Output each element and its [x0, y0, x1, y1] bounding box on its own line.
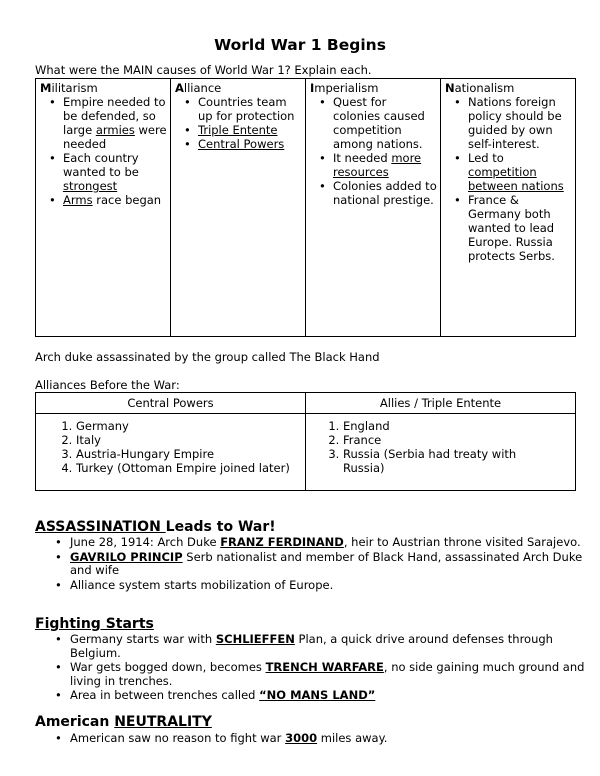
allies-header: Allies / Triple Entente: [306, 393, 576, 414]
archduke-line: Arch duke assassinated by the group called The Black Hand: [35, 350, 380, 364]
list-item: • It needed more resources: [333, 151, 437, 179]
central-powers-list: [36, 419, 305, 475]
allies-list-cell: [306, 414, 576, 491]
list-item: • GAVRILO PRINCIP Serb nationalist and member of Black Hand, assassinated Arch Duke and wife: [70, 551, 600, 578]
cause-heading: ationalism: [454, 81, 515, 95]
cause-heading: mperialism: [314, 81, 379, 95]
cause-heading: ilitarism: [51, 81, 98, 95]
list-item: 2. France: [343, 433, 545, 447]
list-item: • Triple Entente: [198, 123, 302, 137]
list-item: 3. Austria-Hungary Empire: [76, 447, 305, 461]
causes-question: What were the MAIN causes of World War 1? Explain each.: [35, 63, 372, 77]
cause-initial: M: [40, 81, 52, 95]
central-powers-list-cell: [36, 414, 306, 491]
list-item: • War gets bogged down, becomes TRENCH WARFARE, no side gaining much ground and living in trenches.: [70, 661, 600, 688]
fighting-list: [35, 633, 600, 704]
list-item: • Arms race began: [63, 193, 167, 207]
list-item: • Led to competition between nations: [468, 151, 572, 193]
alliances-heading: Alliances Before the War:: [35, 378, 180, 392]
list-item: • Colonies added to national prestige.: [333, 179, 437, 207]
list-item: • American saw no reason to fight war 3000 miles away.: [70, 732, 600, 746]
section-heading-neutrality: American NEUTRALITY: [35, 714, 212, 730]
cause-imperialism: [306, 79, 441, 337]
list-item: • Countries team up for protection: [198, 95, 302, 123]
cause-alliance: [171, 79, 306, 337]
page-title: World War 1 Begins: [214, 36, 386, 54]
assassination-list: [35, 536, 600, 593]
list-item: 1. Germany: [76, 419, 305, 433]
list-item: • Nations foreign policy should be guided by own self-interest.: [468, 95, 572, 151]
list-item: • Germany starts war with SCHLIEFFEN Plan, a quick drive around defenses through Belgium.: [70, 633, 600, 660]
allies-list: [306, 419, 575, 475]
cause-nationalism: [441, 79, 576, 337]
list-item: • Central Powers: [198, 137, 302, 151]
list-item: • Quest for colonies caused competition among nations.: [333, 95, 437, 151]
list-item: • Empire needed to be defended, so large armies were needed: [63, 95, 167, 151]
neutrality-list: [35, 732, 600, 747]
section-heading-fighting: Fighting Starts: [35, 616, 154, 632]
list-item: • Each country wanted to be strongest: [63, 151, 167, 193]
list-item: • Alliance system starts mobilization of Europe.: [70, 579, 600, 593]
list-item: 4. Turkey (Ottoman Empire joined later): [76, 461, 305, 475]
cause-initial: N: [445, 81, 455, 95]
list-item: 3. Russia (Serbia had treaty with Russia): [343, 447, 545, 475]
list-item: • France & Germany both wanted to lead Europe. Russia protects Serbs.: [468, 193, 572, 263]
list-item: • Area in between trenches called “NO MANS LAND”: [70, 689, 600, 703]
causes-table: [35, 78, 576, 337]
list-item: 2. Italy: [76, 433, 305, 447]
cause-initial: I: [310, 81, 315, 95]
cause-militarism: [36, 79, 171, 337]
list-item: • June 28, 1914: Arch Duke FRANZ FERDINAND, heir to Austrian throne visited Sarajevo.: [70, 536, 600, 550]
cause-initial: A: [175, 81, 184, 95]
section-heading-assassination: ASSASSINATION Leads to War!: [35, 519, 276, 535]
cause-heading: lliance: [183, 81, 222, 95]
central-powers-header: Central Powers: [36, 393, 306, 414]
list-item: 1. England: [343, 419, 545, 433]
alliances-table: [35, 392, 576, 491]
